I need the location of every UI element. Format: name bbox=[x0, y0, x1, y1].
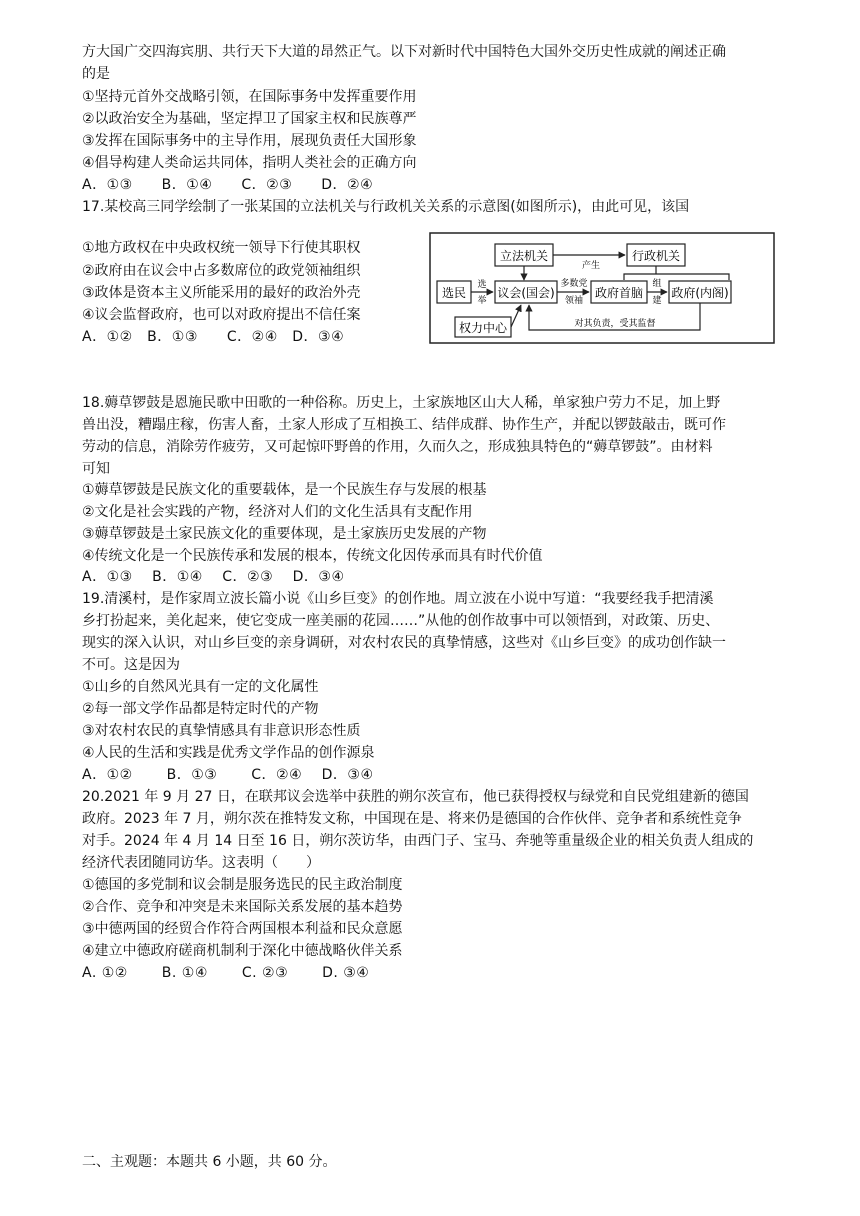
elect-label-a: 选 bbox=[477, 280, 487, 290]
produce-label: 产生 bbox=[581, 261, 601, 271]
power-center-label: 权力中心 bbox=[458, 321, 508, 335]
q18-options: A．①③ B．①④ C．②③ D．③④ bbox=[82, 569, 345, 585]
q20-options: A. ①② B. ①④ C. ②③ D. ③④ bbox=[82, 965, 370, 981]
responsibility-label: 对其负责，受其监督 bbox=[574, 319, 656, 329]
q19-stem-line4: 不可。这是因为 bbox=[82, 657, 180, 673]
q20-stem-line2: 政府。2023 年 7 月，朔尔茨在推特发文称，中国现在是、将来仍是德国的合作伙伴、竞争者和系统性竞争 bbox=[82, 811, 742, 827]
q18-item-2: ②文化是社会实践的产物，经济对人们的文化生活具有支配作用 bbox=[82, 504, 473, 520]
q17-item-3: ③政体是资本主义所能采用的最好的政治外壳 bbox=[82, 285, 361, 301]
q19-stem-line3: 现实的深入认识，对山乡巨变的亲身调研，对农村农民的真挚情感，这些对《山乡巨变》的成功创作缺一 bbox=[82, 635, 726, 651]
q16-stem-line1: 方大国广交四海宾朋、共行天下大道的昂然正气。以下对新时代中国特色大国外交历史性成就的阐述正确 bbox=[82, 44, 726, 60]
q20-stem-line1: 20.2021 年 9 月 27 日，在联邦议会选举中获胜的朔尔茨宣布，他已获得授权与绿党和自民党组建新的德国 bbox=[82, 789, 749, 805]
executive-label: 行政机关 bbox=[631, 249, 681, 263]
q20-item-2: ②合作、竞争和冲突是未来国际关系发展的基本趋势 bbox=[82, 899, 403, 915]
q19-stem-line1: 19.清溪村，是作家周立波长篇小说《山乡巨变》的创作地。周立波在小说中写道：“我要经我手把清溪 bbox=[82, 591, 714, 607]
q19-item-4: ④人民的生活和实践是优秀文学作品的创作源泉 bbox=[82, 745, 375, 761]
q18-stem-line2: 兽出没，糟蹋庄稼，伤害人畜，土家人形成了互相换工、结伴成群、协作生产，并配以锣鼓敲击，既可作 bbox=[82, 417, 726, 433]
executive-bracket bbox=[624, 274, 729, 280]
q18-item-3: ③薅草锣鼓是土家民族文化的重要体现，是土家族历史发展的产物 bbox=[82, 526, 487, 542]
q20-item-4: ④建立中德政府磋商机制利于深化中德战略伙伴关系 bbox=[82, 943, 403, 959]
power-center-arrow bbox=[511, 305, 521, 327]
q19-options: A．①② B．①③ C．②④ D．③④ bbox=[82, 767, 374, 783]
q16-stem-line2: 的是 bbox=[82, 66, 110, 82]
majority-label-a: 多数党 bbox=[560, 279, 588, 289]
q18-item-4: ④传统文化是一个民族传承和发展的根本，传统文化因传承而具有时代价值 bbox=[82, 548, 543, 564]
section-2-heading: 二、主观题：本题共 6 小题，共 60 分。 bbox=[82, 1154, 337, 1170]
q17-item-4: ④议会监督政府，也可以对政府提出不信任案 bbox=[82, 307, 361, 323]
q16-item-4: ④倡导构建人类命运共同体，指明人类社会的正确方向 bbox=[82, 155, 417, 171]
q16-item-1: ①坚持元首外交战略引领，在国际事务中发挥重要作用 bbox=[82, 89, 417, 105]
q17-stem: 17.某校高三同学绘制了一张某国的立法机关与行政机关关系的示意图(如图所示)，由此可见，该国 bbox=[82, 199, 690, 215]
head-label: 政府首脑 bbox=[594, 286, 644, 300]
q16-item-2: ②以政治安全为基础，坚定捍卫了国家主权和民族尊严 bbox=[82, 111, 417, 127]
q17-options: A．①② B．①③ C．②④ D．③④ bbox=[82, 329, 345, 345]
majority-label-b: 领袖 bbox=[564, 296, 584, 306]
q17-diagram bbox=[429, 232, 775, 344]
form-label-a: 组 bbox=[652, 279, 662, 289]
parliament-label: 议会(国会) bbox=[497, 286, 555, 300]
q18-stem-line3: 劳动的信息，消除劳作疲劳，又可起惊吓野兽的作用，久而久之，形成独具特色的“薅草锣鼓”。由材料 bbox=[82, 439, 713, 455]
q19-stem-line2: 乡打扮起来，美化起来，使它变成一座美丽的花园……”从他的创作故事中可以领悟到，对政策、历史、 bbox=[82, 613, 720, 629]
q20-stem-line4: 经济代表团随同访华。这表明（ ） bbox=[82, 855, 320, 871]
q17-item-1: ①地方政权在中央政权统一领导下行使其职权 bbox=[82, 240, 361, 256]
q16-options: A．①③ B．①④ C．②③ D．②④ bbox=[82, 177, 374, 193]
form-label-b: 建 bbox=[652, 296, 662, 306]
government-label: 政府(内阁) bbox=[671, 286, 729, 300]
q18-item-1: ①薅草锣鼓是民族文化的重要载体，是一个民族生存与发展的根基 bbox=[82, 482, 487, 498]
q18-stem-line1: 18.薅草锣鼓是恩施民歌中田歌的一种俗称。历史上，土家族地区山大人稀，单家独户劳力不足，加上野 bbox=[82, 395, 721, 411]
elect-label-b: 举 bbox=[477, 296, 487, 306]
q18-stem-line4: 可知 bbox=[82, 461, 110, 477]
voters-label: 选民 bbox=[441, 286, 467, 300]
q20-stem-line3: 对手。2024 年 4 月 14 日至 16 日，朔尔茨访华，由西门子、宝马、奔驰等重量级企业的相关负责人组成的 bbox=[82, 833, 754, 849]
q17-item-2: ②政府由在议会中占多数席位的政党领袖组织 bbox=[82, 263, 361, 279]
q20-item-3: ③中德两国的经贸合作符合两国根本利益和民众意愿 bbox=[82, 921, 403, 937]
q19-item-2: ②每一部文学作品都是特定时代的产物 bbox=[82, 701, 319, 717]
q20-item-1: ①德国的多党制和议会制是服务选民的民主政治制度 bbox=[82, 877, 403, 893]
q19-item-1: ①山乡的自然风光具有一定的文化属性 bbox=[82, 679, 319, 695]
legislature-label: 立法机关 bbox=[499, 249, 549, 263]
q16-item-3: ③发挥在国际事务中的主导作用，展现负责任大国形象 bbox=[82, 133, 417, 149]
q19-item-3: ③对农村农民的真挚情感具有非意识形态性质 bbox=[82, 723, 361, 739]
